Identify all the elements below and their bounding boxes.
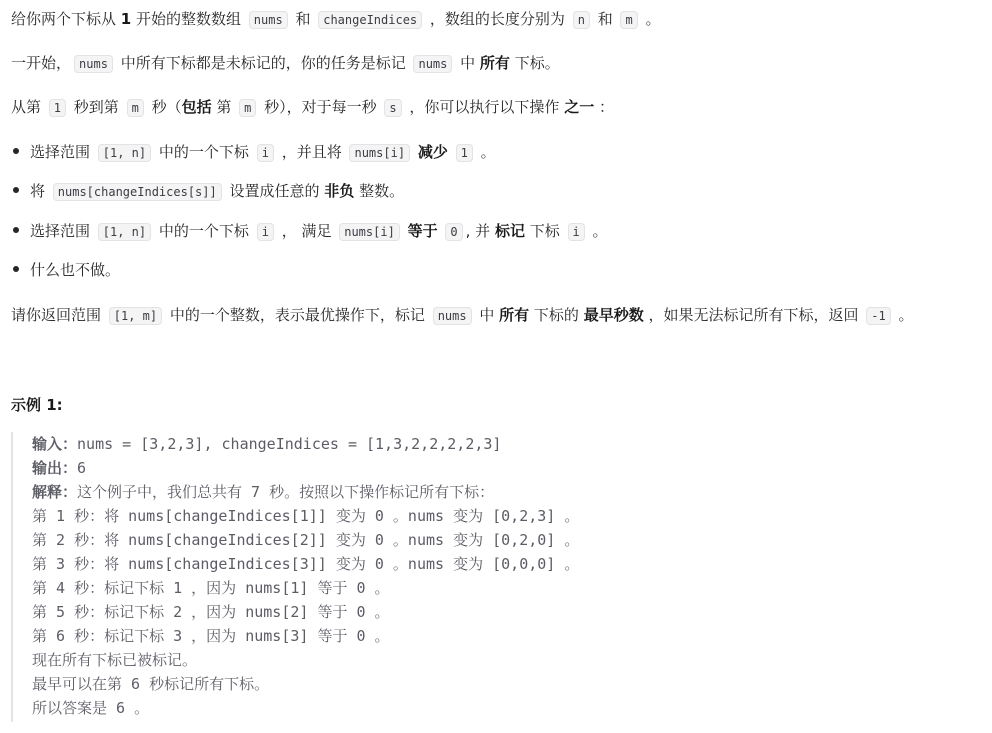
text: 第 [211,98,237,116]
text: ，数组的长度分别为 [425,10,570,28]
text: 将 [30,182,50,200]
text: 中的一个下标 [154,222,254,240]
bullet-icon [13,148,19,154]
text: ，并且将 [276,143,347,161]
inline-code: 1 [49,99,66,117]
text: 。 [893,306,914,324]
bullet-icon [13,266,19,272]
example-step: 最早可以在第 6 秒标记所有下标。 [32,675,270,693]
strong-text: 之一 [564,98,595,116]
inline-code: nums[i] [339,223,400,241]
paragraph-goal [11,52,560,75]
inline-code: changeIndices [318,11,422,29]
example-title: 示例 1: [11,396,63,414]
text: 和 [592,10,618,28]
inline-code: [1, n] [98,144,151,162]
text: ，你可以执行以下操作 [404,98,565,116]
inline-code: 0 [445,223,462,241]
inline-code: [1, m] [109,307,162,325]
text: 中的一个下标 [154,143,254,161]
text: 秒到第 [69,98,124,116]
inline-code: m [239,99,256,117]
text: ，如果无法标记所有下标，返回 [643,306,864,324]
text: 中 [455,54,480,72]
inline-code: [1, n] [98,223,151,241]
label: 输出： [32,459,78,477]
text: 一开始， [11,54,72,72]
inline-code: i [257,144,274,162]
value: 6 [77,459,87,477]
strong-text: 1 [120,10,132,28]
paragraph-intro [11,8,660,31]
example-step: 现在所有下标已被标记。 [32,651,198,669]
inline-code: -1 [866,307,890,325]
inline-code: nums [74,55,113,73]
text: 。 [475,143,496,161]
list-item [11,141,496,164]
inline-code: nums [413,55,452,73]
inline-code: s [384,99,401,117]
inline-code: n [573,11,590,29]
strong-text: 等于 [407,222,438,240]
text: 选择范围 [30,222,95,240]
inline-code: i [568,223,585,241]
example-step: 第 4 秒：标记下标 1 ，因为 nums[1] 等于 0 。 [32,579,390,597]
strong-text: 标记 [494,222,525,240]
inline-code: i [257,223,274,241]
text: 整数。 [354,182,405,200]
text: ， 满足 [276,222,337,240]
text: ： [594,98,614,116]
strong-text: 减少 [417,143,448,161]
text: 中 [474,306,500,324]
paragraph-operations [11,96,614,119]
example-step: 第 2 秒：将 nums[changeIndices[2]] 变为 0 。nums 变为 [0,2,0] 。 [32,531,580,549]
example-step: 第 6 秒：标记下标 3 ，因为 nums[3] 等于 0 。 [32,627,390,645]
list-item [11,180,404,203]
text: 选择范围 [30,143,95,161]
bullet-icon [13,227,19,233]
example-step: 第 5 秒：标记下标 2 ，因为 nums[2] 等于 0 。 [32,603,390,621]
text: 开始的整数数组 [131,10,246,28]
text: 设置成任意的 [224,182,325,200]
text: 给你两个下标从 [11,10,121,28]
text: 下标的 [529,306,584,324]
inline-code: m [620,11,637,29]
strong-text: 所有 [479,54,510,72]
text: 和 [290,10,316,28]
list-item [11,220,608,243]
text: 。 [640,10,661,28]
example-step: 第 3 秒：将 nums[changeIndices[3]] 变为 0 。nums 变为 [0,0,0] 。 [32,555,580,573]
text: , 并 [465,222,495,240]
inline-code: 1 [456,144,473,162]
example-output [32,456,971,480]
value: 这个例子中，我们总共有 7 秒。按照以下操作标记所有下标： [77,483,495,501]
inline-code: nums [433,307,472,325]
text: 中所有下标都是未标记的，你的任务是标记 [115,54,411,72]
text: 秒（ [146,98,182,116]
text: 中的一个整数，表示最优操作下，标记 [165,306,430,324]
bullet-icon [13,187,19,193]
text: 秒），对于每一秒 [259,98,382,116]
value: nums = [3,2,3], changeIndices = [1,3,2,2,2,2,3] [77,435,502,453]
strong-text: 所有 [499,306,530,324]
label: 解释： [32,483,78,501]
example-input [32,432,971,456]
example-block [11,432,971,722]
text: 下标 [524,222,565,240]
inline-code: m [127,99,144,117]
strong-text: 最早秒数 [583,306,644,324]
paragraph-return [11,304,914,327]
strong-text: 包括 [181,98,212,116]
list-item [11,259,120,281]
example-step: 所以答案是 6 。 [32,699,150,717]
example-explanation [32,480,971,504]
text: 从第 [11,98,46,116]
example-step: 第 1 秒：将 nums[changeIndices[1]] 变为 0 。nums 变为 [0,2,3] 。 [32,507,580,525]
inline-code: nums [249,11,288,29]
text: 下标。 [509,54,560,72]
inline-code: nums[i] [349,144,410,162]
text: 。 [587,222,608,240]
text: 什么也不做。 [30,261,121,279]
inline-code: nums[changeIndices[s]] [53,183,222,201]
strong-text: 非负 [324,182,355,200]
text: 请你返回范围 [11,306,106,324]
label: 输入： [32,435,78,453]
